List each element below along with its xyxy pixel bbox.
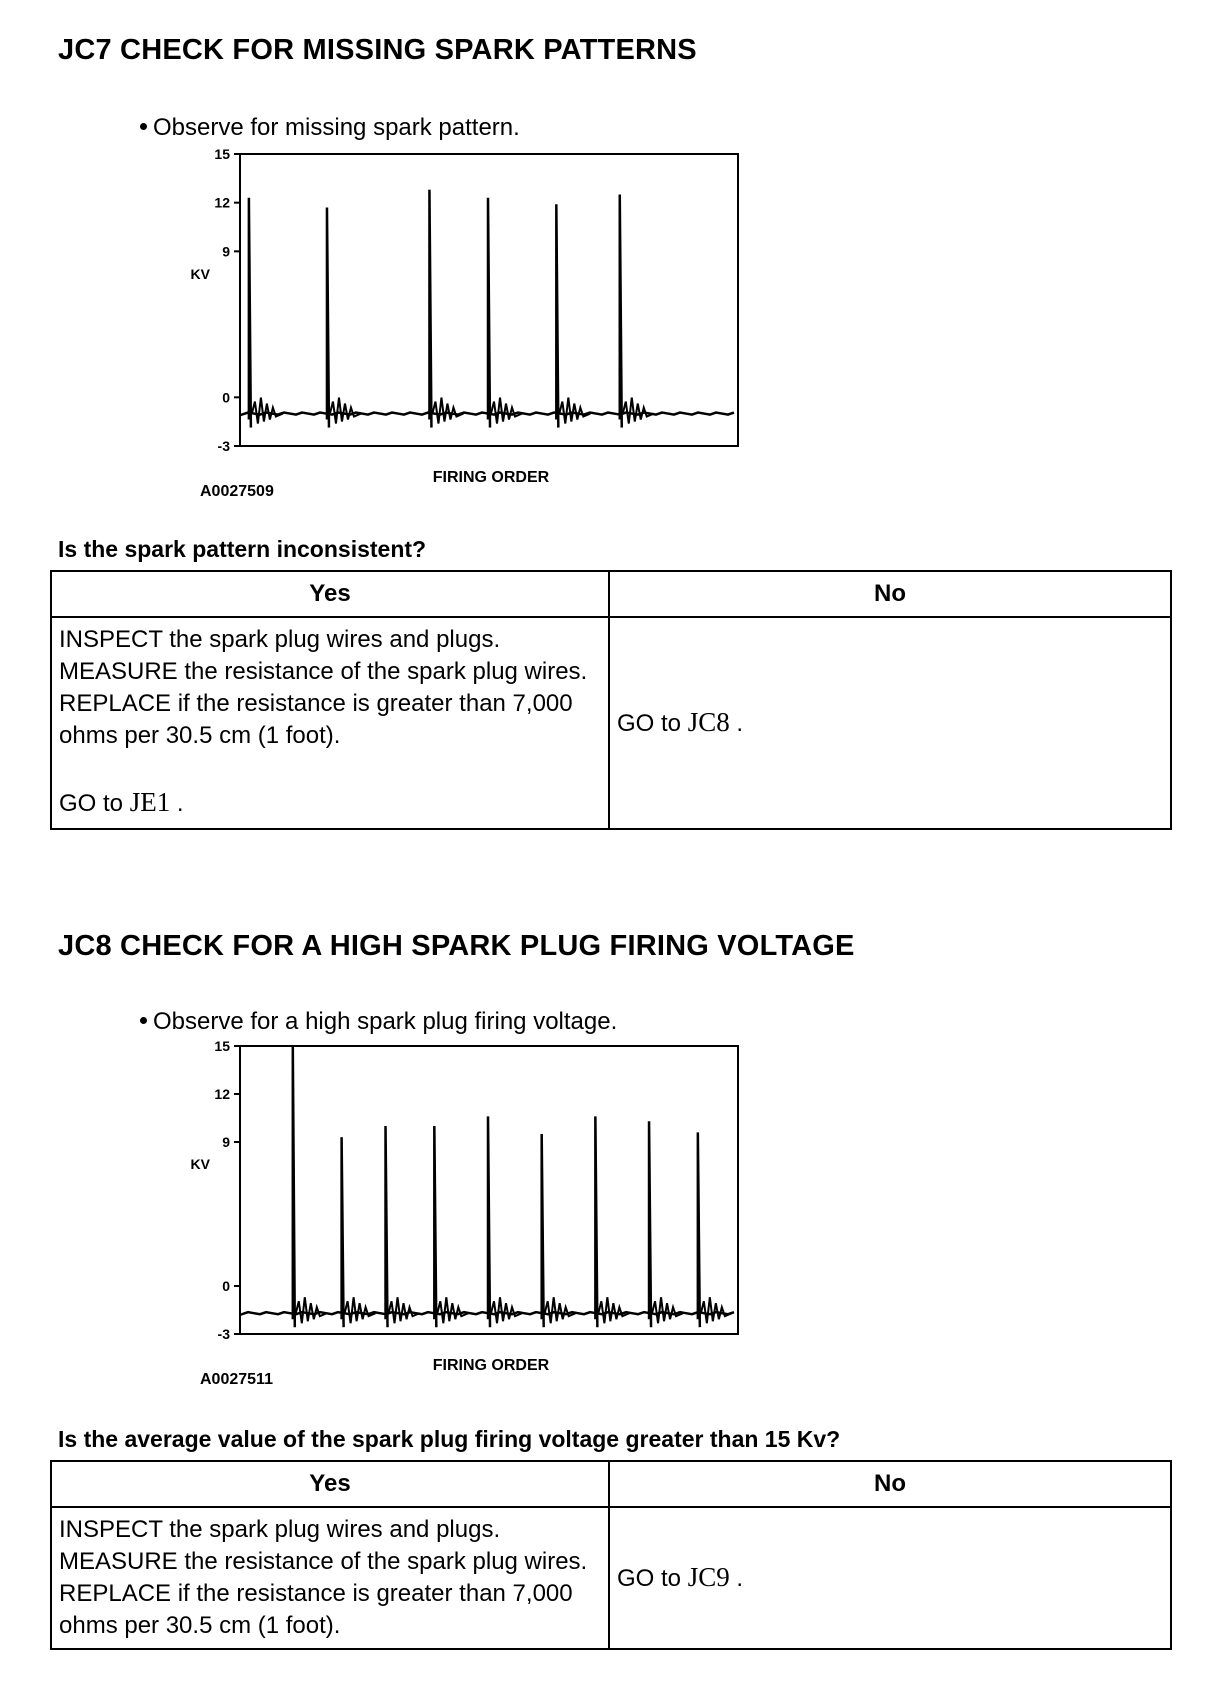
- y-tick-label: 15: [214, 146, 230, 162]
- figure-id: A0027511: [200, 1371, 273, 1388]
- y-axis-label: KV: [190, 265, 210, 282]
- spark-spike: [386, 1126, 388, 1327]
- spark-spike: [698, 1132, 700, 1327]
- section2-no-header: No: [609, 1461, 1171, 1507]
- section1-question: Is the spark pattern inconsistent?: [58, 536, 427, 562]
- spark-ringing: [437, 1297, 468, 1323]
- spark-spike: [293, 1046, 295, 1327]
- spark-ringing: [701, 1297, 732, 1323]
- y-tick-label: 12: [214, 1086, 230, 1102]
- spark-spike: [488, 1116, 490, 1327]
- y-tick-label: 12: [214, 194, 230, 211]
- y-tick-label: -3: [217, 438, 230, 454]
- section2-no-goto-prefix: GO to: [617, 1565, 682, 1592]
- spark-spike: [434, 1126, 436, 1327]
- section1-no-goto-prefix: GO to: [617, 710, 682, 737]
- y-tick-label: -3: [217, 1326, 230, 1342]
- section1-no-goto-suffix: .: [736, 710, 744, 737]
- section1-no-goto-link[interactable]: JC8: [687, 707, 730, 737]
- section1-yes-goto-suffix: .: [176, 790, 184, 817]
- figure-id: A0027509: [200, 483, 274, 500]
- section1-yes-header: Yes: [51, 571, 609, 617]
- y-tick-label: 0: [222, 389, 230, 406]
- section2-no-goto-suffix: .: [736, 1565, 744, 1592]
- section2-yes-header: Yes: [51, 1461, 609, 1507]
- spark-spike: [542, 1134, 544, 1327]
- section2-bullet-text: Observe for a high spark plug firing voltage.: [153, 1008, 618, 1035]
- y-tick-label: 0: [222, 1278, 230, 1294]
- section1-yes-text: INSPECT the spark plug wires and plugs. MEASURE the resistance of the spark plug wires. REPLACE if the resistance is greater than 7,000 ohms per 30.5 cm (1 foot).: [59, 626, 588, 749]
- section1-no-header: No: [609, 571, 1171, 617]
- section2-table: [50, 1460, 1172, 1650]
- spark-ringing: [598, 1297, 629, 1323]
- y-tick-label: 15: [214, 1038, 230, 1054]
- section2-question: Is the average value of the spark plug firing voltage greater than 15 Kv?: [58, 1426, 841, 1452]
- section1-heading: JC7 CHECK FOR MISSING SPARK PATTERNS: [58, 34, 697, 66]
- spark-ringing: [345, 1297, 376, 1323]
- section2-no-goto-link[interactable]: JC9: [687, 1562, 730, 1592]
- spark-spike: [342, 1137, 344, 1327]
- section2-no-cell: [609, 1507, 1171, 1649]
- section1-yes-goto-prefix: GO to: [59, 790, 124, 817]
- section1-bullet-text: Observe for missing spark pattern.: [153, 114, 520, 141]
- x-axis-label: FIRING ORDER: [432, 469, 550, 486]
- x-axis-label: FIRING ORDER: [432, 1357, 550, 1374]
- spark-ringing: [545, 1297, 576, 1323]
- section2-heading: JC8 CHECK FOR A HIGH SPARK PLUG FIRING VOLTAGE: [58, 930, 855, 962]
- spark-spike: [649, 1121, 651, 1327]
- spark-spike: [595, 1116, 597, 1327]
- section1-yes-goto-link[interactable]: JE1: [129, 787, 171, 817]
- spark-ringing: [652, 1297, 683, 1323]
- section2-yes-cell: [51, 1507, 609, 1649]
- section2-yes-text: INSPECT the spark plug wires and plugs. MEASURE the resistance of the spark plug wires. REPLACE if the resistance is greater than 7,000 ohms per 30.5 cm (1 foot).: [59, 1516, 588, 1639]
- spark-ringing: [296, 1297, 327, 1323]
- y-axis-label: KV: [190, 1156, 210, 1173]
- spark-ringing: [389, 1297, 420, 1323]
- y-tick-label: 9: [222, 243, 230, 260]
- spark-ringing: [491, 1297, 522, 1323]
- y-tick-label: 9: [222, 1134, 230, 1150]
